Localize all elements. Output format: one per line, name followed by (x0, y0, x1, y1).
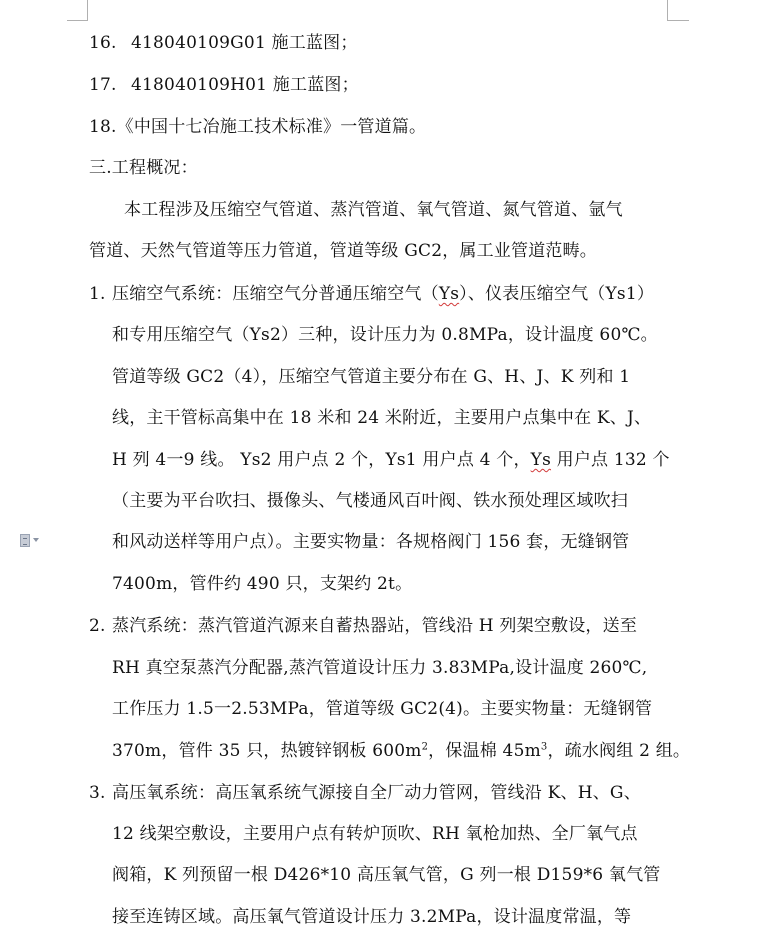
crop-mark-left-vertical (87, 0, 88, 20)
paragraph-anchor-icon[interactable] (20, 532, 50, 548)
item-1-line-7: 和风动送样等用户点）。主要实物量：各规格阀门 156 套，无缝钢管 (112, 532, 630, 552)
reference-18: 18.《中国十七冶施工技术标准》一管道篇。 (89, 117, 427, 137)
crop-mark-right-vertical (667, 0, 668, 20)
section-heading: 三.工程概况： (89, 158, 198, 178)
chevron-down-icon (33, 538, 39, 542)
item-2-line-3: 工作压力 1.5一2.53MPa，管道等级 GC2(4)。主要实物量：无缝钢管 (112, 699, 653, 719)
item-2-line-2: RH 真空泵蒸汽分配器,蒸汽管道设计压力 3.83MPa,设计温度 260℃, (112, 658, 648, 678)
item-3-line-2: 12 线架空敷设，主要用户点有转炉顶吹、RH 氧枪加热、全厂氧气点 (112, 824, 638, 844)
item-1-line-3: 管道等级 GC2（4），压缩空气管道主要分布在 G、H、J、K 列和 1 (112, 367, 631, 387)
item-1-line-6: （主要为平台吹扫、摄像头、气楼通风百叶阀、铁水预处理区域吹扫 (112, 491, 628, 511)
list-number: 16. (89, 33, 117, 53)
item-3-line-4: 接至连铸区域。高压氧气管道设计压力 3.2MPa，设计温度常温，等 (112, 907, 632, 927)
intro-paragraph-line-1: 本工程涉及压缩空气管道、蒸汽管道、氧气管道、氮气管道、氩气 (124, 200, 623, 220)
list-number: 17. (89, 75, 117, 95)
intro-paragraph-line-2: 管道、天然气管道等压力管道，管道等级 GC2，属工业管道范畴。 (89, 241, 598, 261)
item-3-line-3: 阀箱，K 列预留一根 D426*10 高压氧气管，G 列一根 D159*6 氧气管 (112, 865, 661, 885)
item-3-number: 3. (89, 783, 106, 803)
reference-17: 17. 418040109H01 施工蓝图； (89, 75, 359, 95)
spellcheck-flagged-word[interactable]: Ys (530, 450, 552, 470)
item-1-line-8: 7400m，管件约 490 只，支架约 2t。 (112, 574, 413, 594)
item-2-line-4: 370m，管件 35 只，热镀锌钢板 $600m^2$，保温棉 $45m^3$，疏水阀组 2 组。 (112, 741, 691, 761)
item-2-number: 2. (89, 616, 106, 636)
reference-16: 16. 418040109G01 施工蓝图； (89, 33, 358, 53)
crop-mark-left-horizontal (67, 20, 88, 21)
item-3-line-1: 高压氧系统：高压氧系统气源接自全厂动力管网，管线沿 K、H、G、 (112, 783, 641, 803)
document-icon (20, 534, 30, 547)
item-1-line-5: H 列 4一9 线。 Ys2 用户点 2 个，Ys1 用户点 4 个，Ys 用户点 132 个 (112, 450, 670, 470)
item-1-line-1: 压缩空气系统：压缩空气分普通压缩空气（Ys）、仪表压缩空气（Ys1） (112, 284, 655, 304)
item-2-line-1: 蒸汽系统：蒸汽管道汽源来自蓄热器站，管线沿 H 列架空敷设，送至 (112, 616, 638, 636)
crop-mark-right-horizontal (667, 20, 689, 21)
item-1-line-4: 线，主干管标高集中在 18 米和 24 米附近，主要用户点集中在 K、J、 (112, 408, 652, 428)
item-1-line-2: 和专用压缩空气（Ys2）三种，设计压力为 0.8MPa，设计温度 60℃。 (112, 325, 658, 345)
spellcheck-flagged-word[interactable]: Ys (438, 284, 460, 304)
item-1-number: 1. (89, 284, 106, 304)
